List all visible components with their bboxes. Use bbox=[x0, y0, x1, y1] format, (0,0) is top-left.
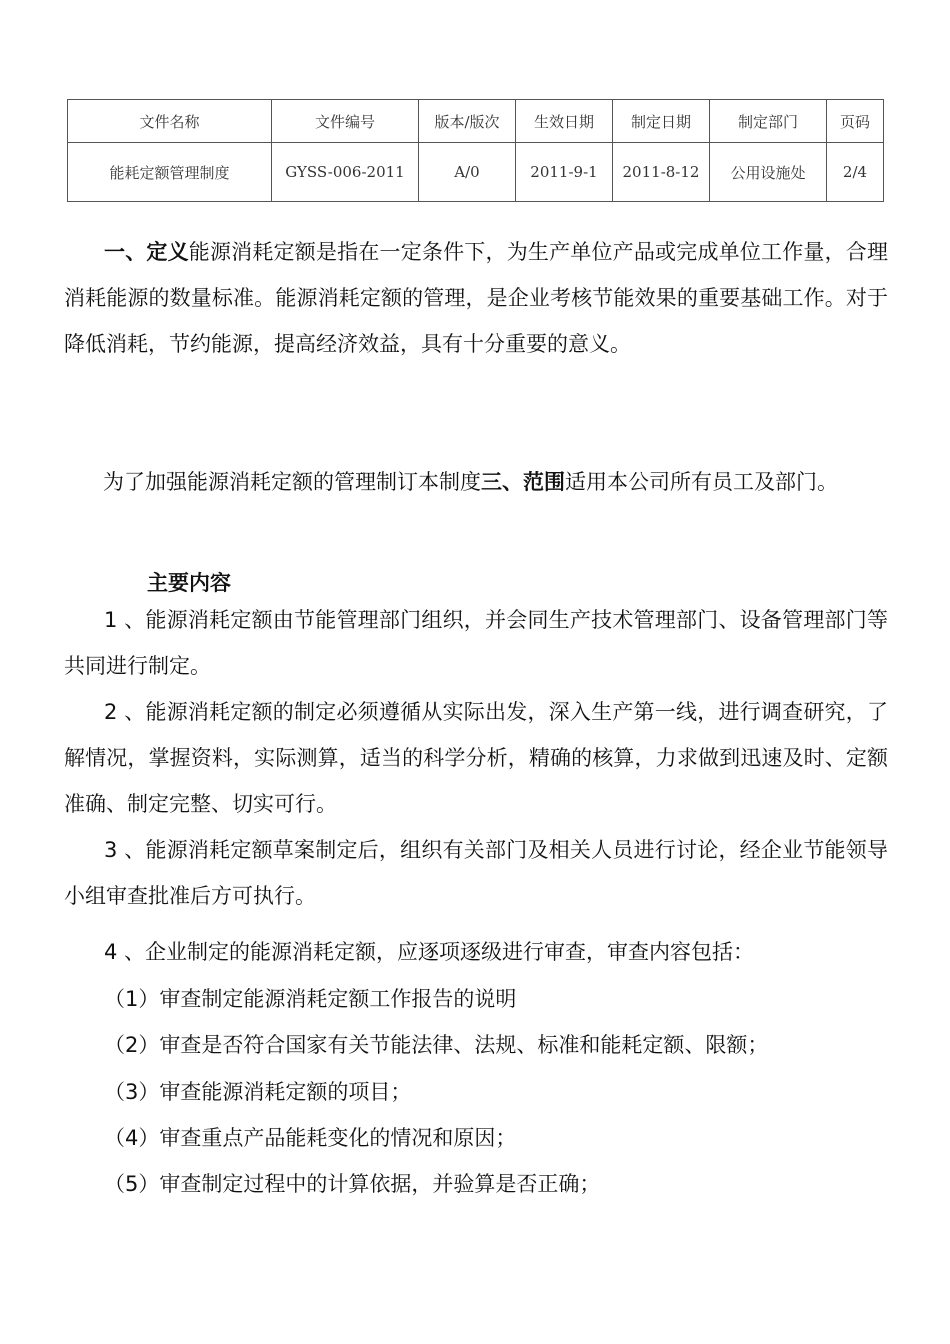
value-effective-date: 2011-9-1 bbox=[516, 143, 613, 202]
section-definition bbox=[64, 229, 888, 367]
value-page: 2/4 bbox=[827, 143, 884, 202]
main-content-title: 主要内容 bbox=[147, 571, 231, 595]
section-purpose-scope bbox=[103, 459, 888, 505]
label-effective-date: 生效日期 bbox=[516, 100, 613, 143]
value-department: 公用设施处 bbox=[710, 143, 827, 202]
sub-list-item: （3）审查能源消耗定额的项目； bbox=[104, 1080, 412, 1104]
label-created-date: 制定日期 bbox=[613, 100, 710, 143]
section-scope-text: 适用本公司所有员工及部门。 bbox=[565, 470, 838, 494]
label-doc-number: 文件编号 bbox=[272, 100, 419, 143]
sub-list-item: （2）审查是否符合国家有关节能法律、法规、标准和能耗定额、限额； bbox=[104, 1033, 769, 1057]
section-scope-heading: 三、范围 bbox=[481, 470, 565, 494]
sub-list-item: （1）审查制定能源消耗定额工作报告的说明 bbox=[104, 987, 517, 1011]
sub-list-item: （4）审查重点产品能耗变化的情况和原因； bbox=[104, 1126, 517, 1150]
value-doc-name: 能耗定额管理制度 bbox=[68, 143, 272, 202]
section-definition-text: 能源消耗定额是指在一定条件下，为生产单位产品或完成单位工作量，合理消耗能源的数量标准。能源消耗定额的管理，是企业考核节能效果的重要基础工作。对于降低消耗，节约能源，提高经济效益，具有十分重要的意义。 bbox=[64, 240, 889, 356]
value-created-date: 2011-8-12 bbox=[613, 143, 710, 202]
section-purpose-text: 为了加强能源消耗定额的管理制订本制度 bbox=[103, 470, 481, 494]
value-doc-number: GYSS-006-2011 bbox=[272, 143, 419, 202]
section-definition-heading: 一、定义 bbox=[104, 240, 189, 264]
label-page: 页码 bbox=[827, 100, 884, 143]
label-department: 制定部门 bbox=[710, 100, 827, 143]
value-version: A/0 bbox=[419, 143, 516, 202]
list-item: 2 、能源消耗定额的制定必须遵循从实际出发，深入生产第一线，进行调查研究，了解情况，掌握资料，实际测算，适当的科学分析，精确的核算，力求做到迅速及时、定额准确、制定完整、切实可行。 bbox=[64, 700, 888, 816]
list-item: 4 、企业制定的能源消耗定额，应逐项逐级进行审查，审查内容包括： bbox=[104, 940, 755, 964]
sub-list-item: （5）审查制定过程中的计算依据，并验算是否正确； bbox=[104, 1172, 601, 1196]
list-item: 3 、能源消耗定额草案制定后，组织有关部门及相关人员进行讨论，经企业节能领导小组审查批准后方可执行。 bbox=[64, 838, 888, 908]
document-header-table bbox=[67, 99, 884, 202]
label-doc-name: 文件名称 bbox=[68, 100, 272, 143]
list-item: 1 、能源消耗定额由节能管理部门组织，并会同生产技术管理部门、设备管理部门等共同进行制定。 bbox=[64, 608, 888, 678]
label-version: 版本/版次 bbox=[419, 100, 516, 143]
header-values-row bbox=[68, 143, 884, 202]
header-labels-row bbox=[68, 100, 884, 143]
